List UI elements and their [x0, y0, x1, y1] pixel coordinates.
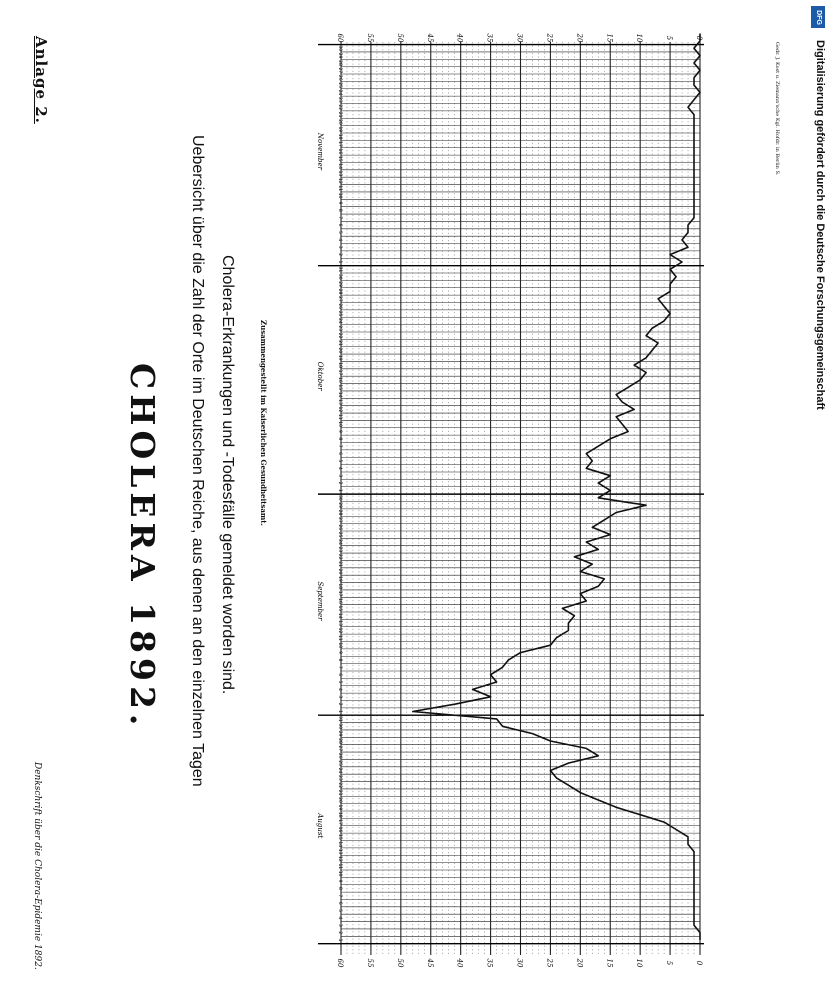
- day-label: 15: [337, 833, 342, 840]
- month-label: November: [316, 132, 324, 170]
- day-label: 12: [337, 856, 342, 862]
- day-label: 5: [337, 459, 342, 463]
- day-label: 29: [337, 502, 342, 509]
- day-label: 10: [337, 870, 342, 877]
- day-label: 19: [337, 804, 342, 811]
- y-tick-label: 10: [635, 958, 644, 968]
- y-tick-label: 0: [695, 35, 703, 41]
- y-tick-label: 55: [365, 33, 374, 43]
- day-label: 27: [337, 745, 342, 752]
- day-label: 30: [337, 273, 342, 280]
- day-label: 15: [337, 384, 342, 391]
- day-label: 21: [337, 789, 342, 796]
- chart-title: CHOLERA 1892.: [123, 363, 162, 731]
- day-label: 6: [337, 223, 342, 227]
- day-label: 7: [337, 894, 342, 898]
- y-tick-label: 15: [605, 958, 614, 968]
- day-label: 7: [337, 216, 342, 220]
- day-label: 26: [337, 303, 342, 310]
- day-label: 1: [337, 938, 342, 942]
- day-label: 14: [337, 612, 342, 619]
- day-label: 11: [337, 634, 342, 641]
- day-label: 26: [337, 524, 342, 531]
- day-label: 4: [337, 466, 342, 470]
- day-label: 2: [337, 702, 342, 706]
- day-label: 31: [337, 266, 342, 273]
- day-label: 8: [337, 886, 342, 890]
- day-label: 16: [337, 377, 342, 383]
- day-label: 29: [337, 281, 342, 287]
- y-tick-label: 25: [545, 33, 554, 43]
- day-label: 5: [337, 231, 342, 234]
- day-label: 22: [337, 332, 342, 339]
- day-label: 10: [337, 192, 342, 199]
- day-label: 26: [337, 752, 342, 759]
- day-label: 28: [337, 60, 342, 66]
- day-label: 27: [337, 295, 342, 302]
- day-label: 12: [337, 627, 342, 634]
- day-label: 19: [337, 576, 342, 582]
- day-label: 1: [337, 488, 342, 492]
- day-label: 30: [337, 723, 342, 730]
- day-label: 22: [337, 782, 342, 789]
- day-label: 19: [337, 126, 342, 133]
- day-label: 15: [337, 605, 342, 612]
- day-label: 21: [337, 340, 342, 346]
- day-label: 17: [337, 369, 342, 376]
- day-label: 12: [337, 178, 342, 184]
- day-label: 30: [337, 45, 342, 52]
- day-label: 30: [337, 494, 342, 501]
- day-label: 23: [337, 546, 342, 553]
- day-label: 27: [337, 517, 342, 523]
- day-label: 25: [337, 310, 342, 317]
- day-label: 29: [337, 730, 342, 737]
- day-label: 14: [337, 163, 342, 170]
- day-label: 2: [337, 931, 342, 935]
- day-label: 17: [337, 141, 342, 147]
- day-label: 3: [337, 245, 342, 249]
- day-label: 9: [337, 201, 342, 205]
- day-label: 3: [337, 923, 342, 927]
- y-tick-label: 35: [485, 33, 494, 43]
- month-label: Oktober: [316, 361, 324, 391]
- y-tick-label: 35: [485, 958, 494, 968]
- day-label: 28: [337, 288, 342, 295]
- day-label: 23: [337, 774, 342, 781]
- day-label: 13: [337, 399, 342, 405]
- day-label: 20: [337, 347, 342, 354]
- day-label: 24: [337, 89, 342, 96]
- day-label: 20: [337, 568, 342, 575]
- day-label: 24: [337, 318, 342, 324]
- day-label: 4: [337, 687, 342, 691]
- day-label: 13: [337, 170, 342, 177]
- day-label: 7: [337, 665, 342, 669]
- y-tick-label: 30: [515, 33, 524, 43]
- day-label: 28: [337, 509, 342, 516]
- day-label: 9: [337, 651, 342, 655]
- day-label: 5: [337, 909, 342, 912]
- day-label: 8: [337, 437, 342, 441]
- y-tick-label: 30: [515, 958, 524, 968]
- day-label: 18: [337, 133, 342, 140]
- day-label: 3: [337, 695, 342, 699]
- day-label: 14: [337, 391, 342, 398]
- day-label: 24: [337, 767, 342, 774]
- y-tick-label: 10: [635, 33, 644, 43]
- day-label: 27: [337, 67, 342, 74]
- day-label: 10: [337, 642, 342, 649]
- y-tick-label: 20: [575, 33, 584, 43]
- month-labels: [316, 132, 324, 839]
- day-label: 21: [337, 561, 342, 567]
- digitization-credit: Digitalisierung gefördert durch die Deutsche Forschungsgemeinschaft: [814, 40, 826, 410]
- day-label: 12: [337, 406, 342, 413]
- day-label: 31: [337, 716, 342, 722]
- day-label: 16: [337, 148, 342, 155]
- day-label: 26: [337, 74, 342, 81]
- day-label: 14: [337, 841, 342, 848]
- day-label: 1: [337, 260, 342, 264]
- day-label: 22: [337, 553, 342, 560]
- day-label: 5: [337, 680, 342, 684]
- day-label: 4: [337, 916, 342, 920]
- subtitle-line-1: Uebersicht über die Zahl der Orte im Deutschen Reiche, aus denen an den einzelnen Tagen: [189, 135, 206, 787]
- day-label: 7: [337, 444, 342, 448]
- day-label: 8: [337, 208, 342, 212]
- day-label: 25: [337, 760, 342, 766]
- y-tick-label: 40: [455, 958, 464, 968]
- day-label: 17: [337, 590, 342, 597]
- day-label: 4: [337, 238, 342, 242]
- y-tick-label: 45: [425, 958, 434, 968]
- day-label: 17: [337, 819, 342, 825]
- month-label: August: [316, 813, 324, 839]
- day-label: 8: [337, 658, 342, 662]
- y-tick-label: 5: [665, 35, 674, 41]
- y-tick-label: 5: [665, 960, 674, 966]
- day-label: 18: [337, 362, 342, 369]
- printer-credit: Gedr. J. Kost u. Ziemann'sche Kgl. Hofdr. in Berlin S.: [774, 42, 780, 176]
- day-label: 16: [337, 826, 342, 833]
- day-label: 6: [337, 452, 342, 456]
- day-label: 9: [337, 879, 342, 883]
- day-label: 25: [337, 531, 342, 538]
- day-label: 11: [337, 413, 342, 420]
- day-label: 11: [337, 863, 342, 870]
- day-label: 11: [337, 185, 342, 192]
- day-label: 22: [337, 104, 342, 111]
- dfg-logo-text: DFG: [814, 9, 822, 25]
- day-label: 1: [337, 710, 342, 713]
- day-label: 28: [337, 738, 342, 744]
- appendix-label: Anlage 2.: [32, 36, 50, 124]
- day-label: 13: [337, 848, 342, 855]
- y-tick-label: 20: [575, 958, 584, 968]
- day-label: 2: [337, 253, 342, 257]
- y-tick-label: 55: [365, 958, 374, 968]
- month-label: September: [316, 581, 324, 621]
- y-tick-label: 60: [336, 958, 344, 968]
- y-tick-label: 50: [395, 33, 404, 43]
- day-label: 2: [337, 481, 342, 485]
- y-tick-label: 45: [425, 33, 434, 43]
- day-label: 20: [337, 119, 342, 125]
- day-label: 23: [337, 325, 342, 332]
- day-label: 3: [337, 474, 342, 478]
- day-label: 29: [337, 52, 342, 59]
- day-label: 6: [337, 901, 342, 905]
- y-tick-label: 40: [455, 33, 464, 43]
- subtitle-line-2: Cholera-Erkrankungen und -Todesfälle gemeldet worden sind.: [219, 255, 236, 695]
- day-label: 25: [337, 82, 342, 88]
- day-label: 18: [337, 583, 342, 590]
- day-label: 24: [337, 539, 342, 545]
- day-label: 15: [337, 155, 342, 162]
- compiled-by-note: Zusammengestellt im Kaiserlichen Gesundheitsamt.: [259, 320, 268, 526]
- day-label: 16: [337, 598, 342, 604]
- y-tick-labels: [336, 33, 703, 968]
- source-note: Denkschrift über die Cholera-Epidemie 1892.: [32, 762, 42, 970]
- day-label: 18: [337, 811, 342, 818]
- day-label: 6: [337, 673, 342, 677]
- day-label: 13: [337, 620, 342, 626]
- day-label: 20: [337, 797, 342, 803]
- day-label: 10: [337, 421, 342, 427]
- y-tick-label: 50: [395, 958, 404, 968]
- y-tick-label: 15: [605, 33, 614, 43]
- day-label: 19: [337, 354, 342, 361]
- day-label: 21: [337, 111, 342, 118]
- day-label: 23: [337, 96, 342, 103]
- y-tick-label: 60: [336, 33, 344, 43]
- y-tick-label: 0: [695, 960, 703, 966]
- day-label: 9: [337, 430, 342, 433]
- y-tick-label: 25: [545, 958, 554, 968]
